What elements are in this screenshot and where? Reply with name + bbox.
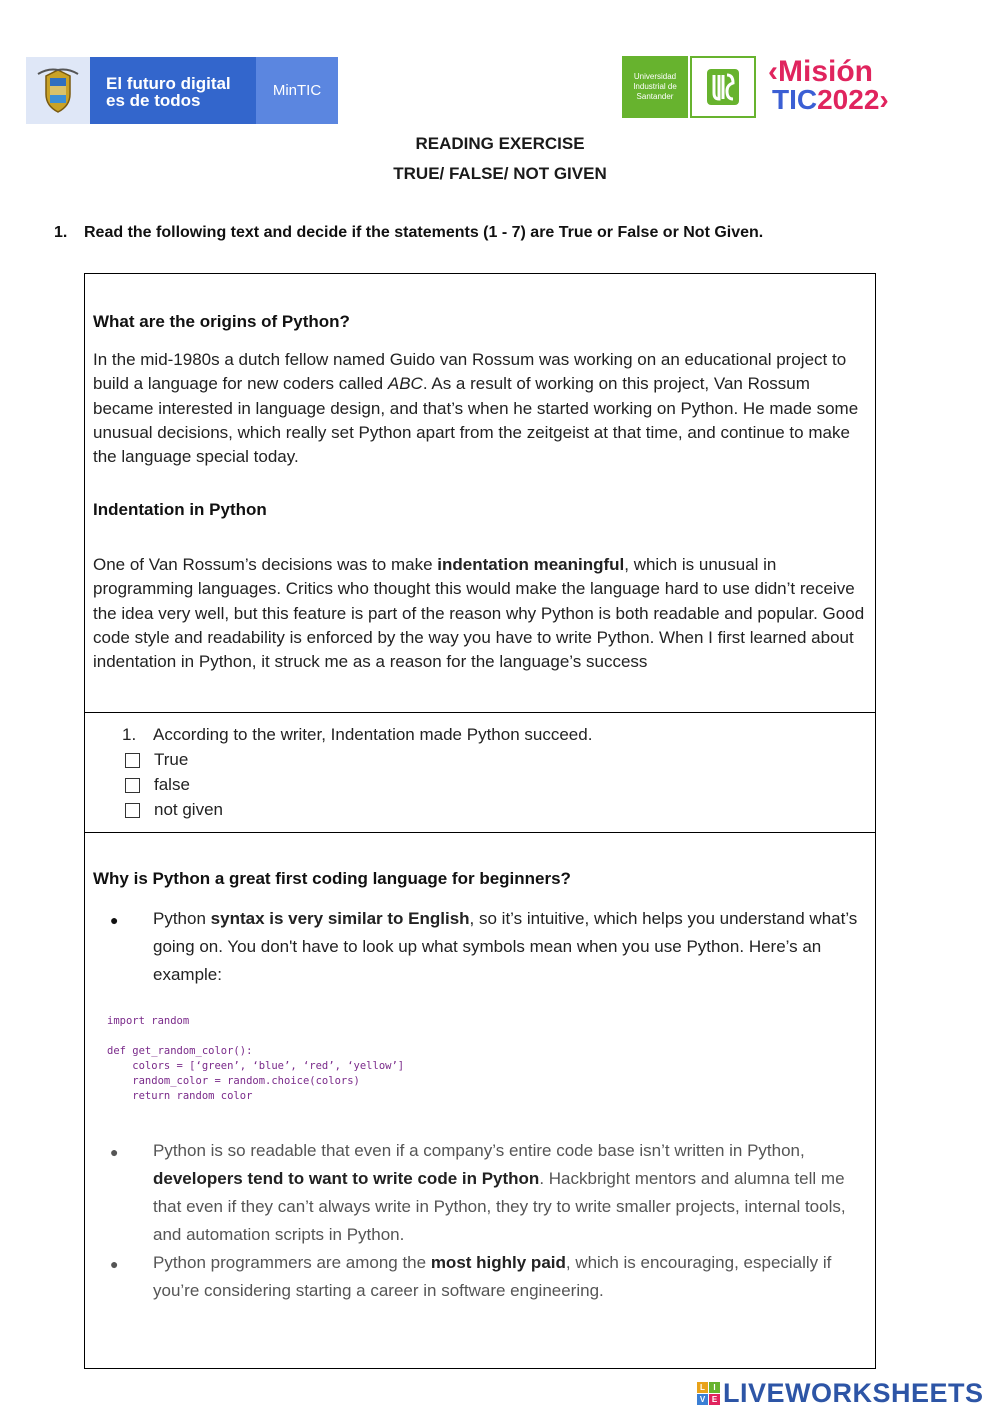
option-true[interactable]: [125, 750, 188, 770]
page-subtitle: TRUE/ FALSE/ NOT GIVEN: [393, 164, 607, 183]
option-false-label: false: [154, 775, 190, 794]
coat-of-arms-icon: [26, 57, 90, 124]
mision-tic-line: [768, 86, 893, 114]
uis-line3: Santander: [636, 92, 674, 101]
bullet-3-text-b: , which is encouraging, especially if you’re considering starting a career in software engineering.: [153, 1253, 832, 1300]
bullet-2-text-a: Python is so readable that even if a company’s entire code base isn’t written in Python,: [153, 1141, 805, 1160]
gov-banner: [26, 57, 338, 124]
mision-tic-word: TIC: [772, 84, 818, 115]
lw-mark-v: V: [697, 1394, 708, 1405]
bullet-3-text-bold: most highly paid: [430, 1253, 566, 1272]
instruction-number: 1.: [54, 224, 68, 241]
bullet-1-icon: ●: [110, 912, 119, 928]
gov-slogan-line1: El futuro digital: [106, 74, 231, 93]
bullet-2-icon: ●: [110, 1144, 119, 1160]
bullet-1-text-bold: syntax is very similar to English: [210, 909, 470, 928]
liveworksheets-mark-icon: [697, 1382, 720, 1405]
lw-mark-l: L: [697, 1382, 708, 1393]
paragraph-indentation: [93, 553, 868, 674]
question-1: [122, 725, 592, 745]
lw-mark-i: I: [709, 1382, 720, 1393]
mision-word: ‹Misión: [768, 55, 873, 88]
bullet-3-text-a: Python programmers are among the: [153, 1253, 431, 1272]
bullet-2-text-b: . Hackbright mentors and alumna tell me that even if they can’t always write in Python, they try to write smaller projects, internal tools, and automation scripts in Python.: [153, 1169, 846, 1244]
option-not-given-label: not given: [154, 800, 223, 819]
bullet-2-text: [153, 1137, 865, 1249]
option-false[interactable]: [125, 775, 190, 795]
bullet-3-text: [153, 1249, 865, 1305]
option-true-label: True: [154, 750, 189, 769]
checkbox-false[interactable]: [125, 778, 140, 793]
liveworksheets-wordmark: LIVEWORKSHEETS: [723, 1377, 984, 1408]
bullet-2-text-bold: developers tend to want to write code in Python: [153, 1169, 540, 1188]
liveworksheets-logo: [697, 1378, 997, 1408]
origins-text-a: In the mid-1980s a dutch fellow named Guido van Rossum was working on an educational project to build a language for new coders called: [93, 350, 847, 394]
uis-line2: Industrial de: [633, 82, 677, 91]
indentation-text-a: One of Van Rossum’s decisions was to make: [93, 555, 438, 574]
mision-tic-logo: [768, 55, 893, 122]
paragraph-origins: [93, 348, 868, 469]
bullet-1-text: [153, 905, 865, 989]
uis-name-logo: [622, 56, 688, 118]
heading-beginners: Why is Python a great first coding language for beginners?: [93, 869, 571, 888]
gov-slogan-line2: es de todos: [106, 91, 201, 110]
uis-line1: Universidad: [633, 72, 677, 81]
uis-emblem-icon: [690, 56, 756, 118]
page-title: READING EXERCISE: [415, 134, 585, 153]
indentation-text-b: , which is unusual in programming languages. Critics who thought this would make the language hard to use didn’t receive the idea very well, but this feature is part of the reason why Python is both readable and popular. Good code style and readability is enforced by the way you have to write Python. When I first learned about indentation in Python, it struck me as a reason for the language’s success: [93, 555, 865, 672]
indentation-text-bold: indentation meaningful: [437, 555, 625, 574]
code-example: import random def get_random_color(): colors = [‘green’, ‘blue’, ‘red’, ‘yellow’] random_color = random.choice(colors) return random color: [107, 1015, 405, 1102]
origins-text-b: . As a result of working on this project, Van Rossum became interested in language design, and that’s when he started working on Python. He made some unusual decisions, which really set Python apart from the zeitgeist at that time, and continue to make the language special today.: [93, 374, 859, 467]
question-text: According to the writer, Indentation made Python succeed.: [153, 725, 593, 744]
question-number: 1.: [122, 725, 137, 744]
instruction: [54, 224, 763, 242]
heading-indentation: Indentation in Python: [93, 500, 267, 519]
mision-year: 2022›: [817, 84, 889, 115]
gov-slogan: [90, 57, 256, 124]
heading-origins: What are the origins of Python?: [93, 312, 350, 331]
instruction-text: Read the following text and decide if the statements (1 - 7) are True or False or Not Given.: [84, 224, 764, 241]
origins-text-italic: ABC: [387, 374, 423, 394]
mintic-logo: MinTIC: [256, 57, 338, 124]
checkbox-not-given[interactable]: [125, 803, 140, 818]
bullet-1-text-b: , so it’s intuitive, which helps you understand what’s going on. You don't have to look up what symbols mean when you use Python. Here’s an example:: [153, 909, 858, 984]
bullet-1-text-a: Python: [153, 909, 211, 928]
option-not-given[interactable]: [125, 800, 223, 820]
checkbox-true[interactable]: [125, 753, 140, 768]
bullet-3-icon: ●: [110, 1256, 119, 1272]
lw-mark-e: E: [709, 1394, 720, 1405]
